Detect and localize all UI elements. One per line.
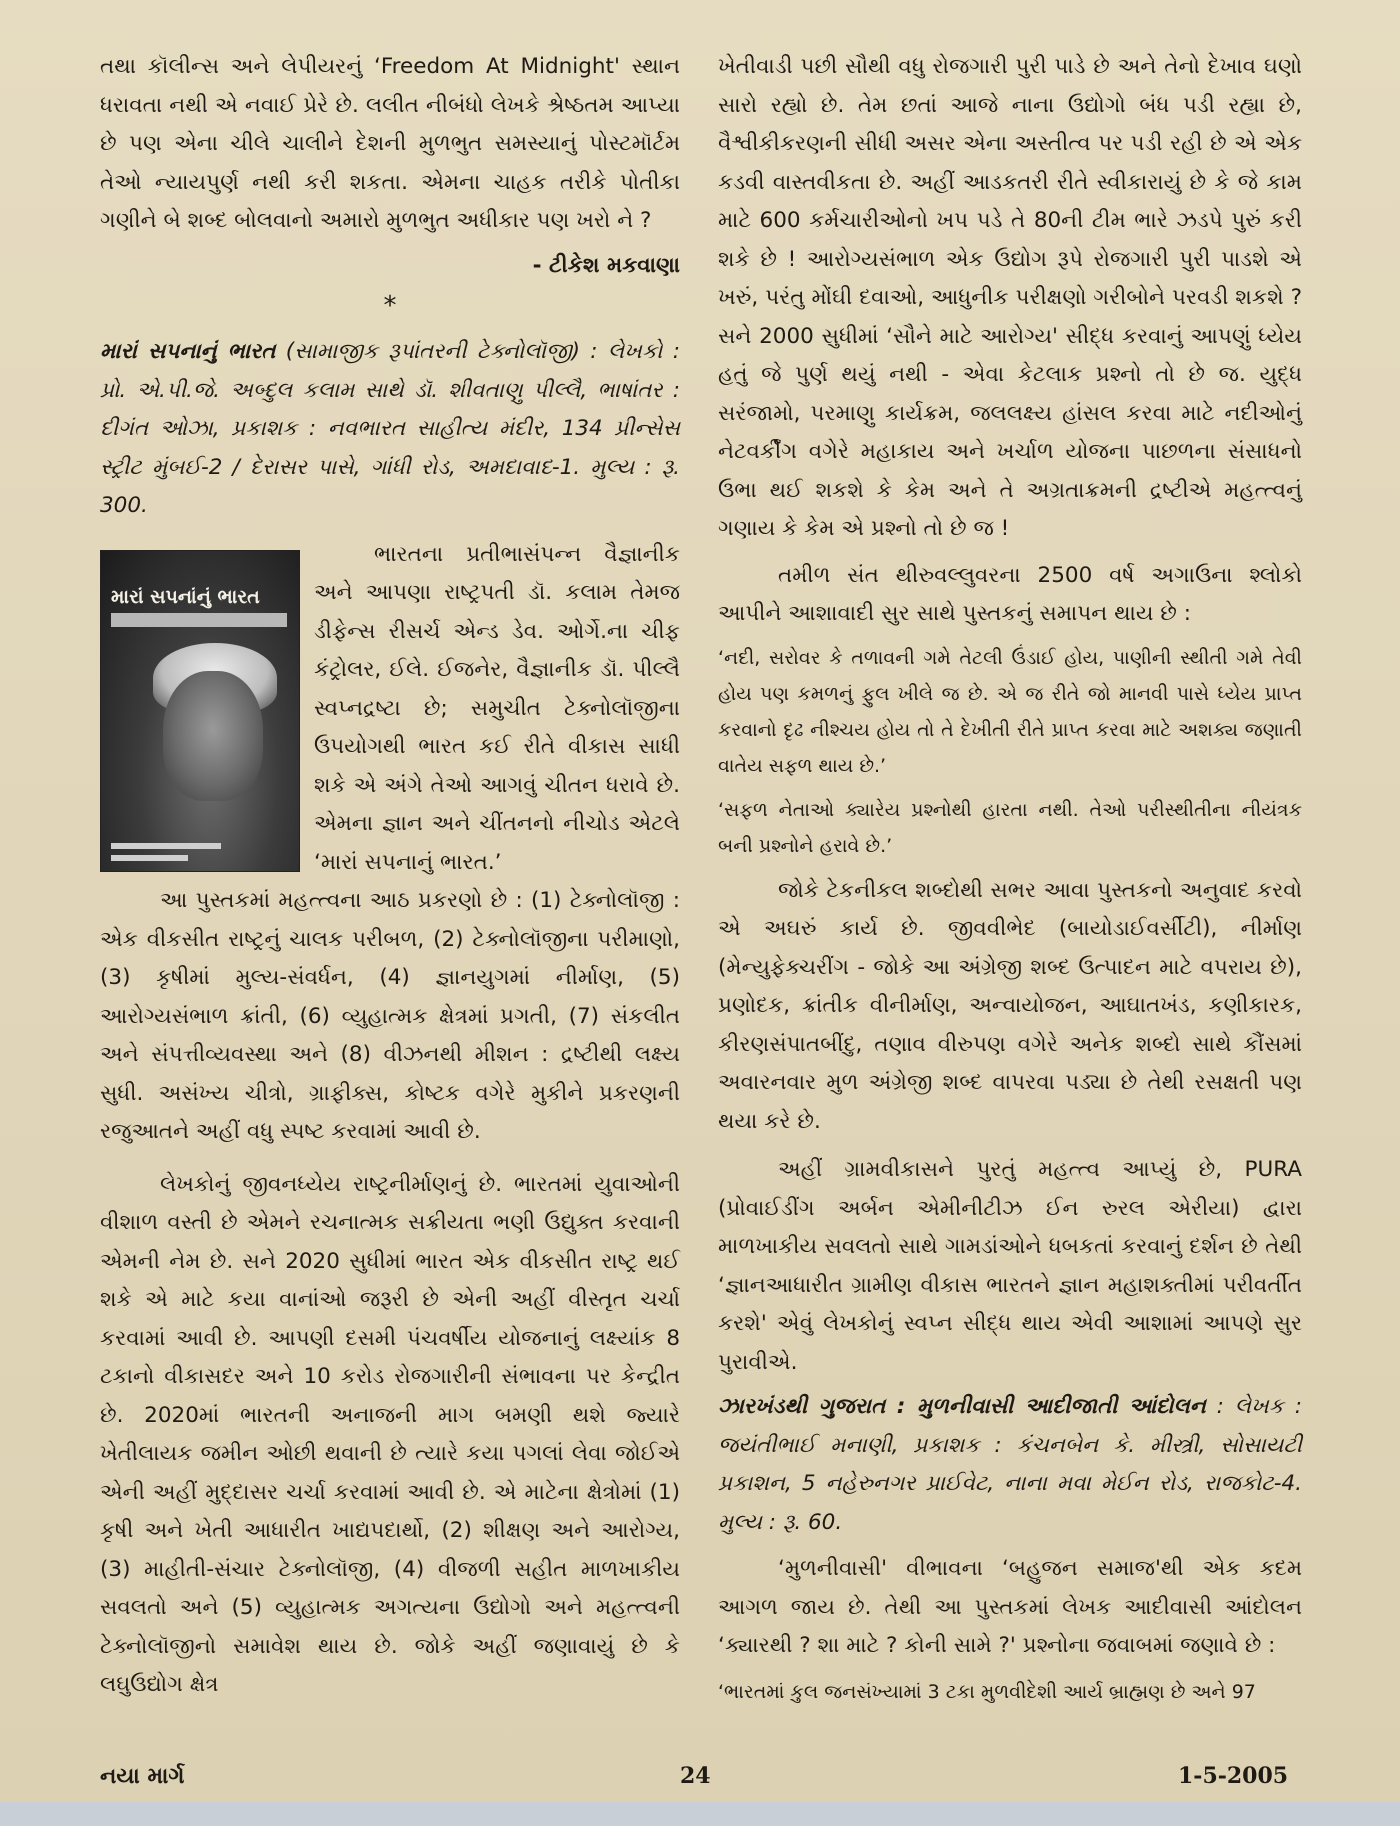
book-reference bbox=[100, 333, 680, 526]
book-details: (સામાજીક રૂપાંતરની ટેક્નોલૉજી) : લેખકો : પ્રો. એ.પી.જે. અબ્દુલ કલામ સાથે ડૉ. શીવતાણુ પીલ્લૈ, ભાષાંતર : દીગંત ઓઝા, પ્રકાશક : નવભારત સાહીત્ય મંદીર, 134 પ્રીન્સેસ સ્ટ્રીટ મુંબઈ-2 / દેરાસર પાસે, ગાંધી રોડ, અમદાવાદ-1. મુલ્ય : રૂ. 300. bbox=[100, 339, 680, 518]
right-column bbox=[718, 48, 1302, 1710]
footer-page-number: 24 bbox=[680, 1763, 711, 1789]
left-column bbox=[100, 48, 680, 1705]
book-cover-authors bbox=[111, 837, 221, 861]
book-block bbox=[100, 536, 680, 883]
industry-paragraph: ખેતીવાડી પછી સૌથી વધુ રોજગારી પુરી પાડે છે અને તેનો દેખાવ ઘણો સારો રહ્યો છે. તેમ છતાં આજે નાના ઉદ્યોગો બંધ પડી રહ્યા છે, વૈશ્વીકીકરણની સીધી અસર એના અસ્તીત્વ પર પડી રહી છે એ એક કડવી વાસ્તવીકતા છે. અહીં આડકતરી રીતે સ્વીકારાયું છે કે જે કામ માટે 600 કર્મચારીઓનો ખપ પડે તે 80ની ટીમ ભારે ઝડપે પુરું કરી શકે છે ! આરોગ્યસંભાળ એક ઉદ્યોગ રૂપે રોજગારી પુરી પાડશે એ ખરું, પરંતુ મોંઘી દવાઓ, આધુનીક પરીક્ષણો ગરીબોને પરવડી શકશે ? સને 2000 સુધીમાં ‘સૌને માટે આરોગ્ય' સીદ્ધ કરવાનું આપણું ધ્યેય હતું જે પુર્ણ થયું નથી - એવા કેટલાક પ્રશ્નો તો છે જ. યુદ્ધ સરંજામો, પરમાણુ કાર્યક્રમ, જલલક્ષ્ય હાંસલ કરવા માટે નદીઓનું નેટવર્કીંગ વગેરે મહાકાય અને ખર્ચાળ યોજના પાછળના સંસાધનો ઉભા થઈ શકશે કે કેમ અને તે અગ્રતાક્રમની દ્રષ્ટીએ મહત્ત્વનું ગણાય કે કેમ એ પ્રશ્નો તો છે જ ! bbox=[718, 54, 1302, 541]
book-cover-image bbox=[100, 550, 300, 872]
scan-bottom-strip bbox=[0, 1802, 1400, 1826]
pura-paragraph: અહીં ગ્રામવીકાસને પુરતું મહત્ત્વ આપ્યું છે, PURA (પ્રોવાઈડીંગ અર્બન એમીનીટીઝ ઈન રુરલ એરીયા) દ્વારા માળખાકીય સવલતો સાથે ગામડાંઓને ધબકતાં કરવાનું દર્શન છે તેથી ‘જ્ઞાનઆધારીત ગ્રામીણ વીકાસ ભારતને જ્ઞાન મહાશક્તીમાં પરીવર્તીત કરશે' એવું લેખકોનું સ્વપ્ન સીદ્ધ થાય એવી આશામાં આપણે સુર પુરાવીએ. bbox=[718, 1157, 1302, 1375]
book-cover-title: મારાં સપનાંનું ભારત bbox=[111, 585, 260, 608]
book2-title: ઝારખંડથી ગુજરાત : મુળનીવાસી આદીજાતી આંદોલન bbox=[718, 1394, 1206, 1419]
translation-paragraph: જોકે ટેકનીકલ શબ્દોથી સભર આવા પુસ્તકનો અનુવાદ કરવો એ અઘરું કાર્ય છે. જીવવીભેદ (બાયોડાઈવર્સીટી), નીર્માણ (મેન્યુફેક્ચરીંગ - જોકે આ અંગ્રેજી શબ્દ ઉત્પાદન માટે વપરાય છે), પ્રણોદક, ક્રાંતીક વીનીર્માણ, અન્વાયોજન, આઘાતખંડ, કણીકારક, કીરણસંપાતબીંદુ, તણાવ વીરુપણ વગેરે અનેક શબ્દો સાથે કૌંસમાં અવારનવાર મુળ અંગ્રેજી શબ્દ વાપરવા પડ્યા છે તેથી રસક્ષતી પણ થયા કરે છે. bbox=[718, 877, 1302, 1134]
book-intro-paragraph: ભારતના પ્રતીભાસંપન્ન વૈજ્ઞાનીક અને આપણા રાષ્ટ્રપતી ડૉ. કલામ તેમજ ડીફેન્સ રીસર્ચ એન્ડ ડેવ. ઓર્ગે.ના ચીફ કંટ્રોલર, ઈલે. ઈજનેર, વૈજ્ઞાનીક ડૉ. પીલ્લૈ સ્વપ્નદ્રષ્ટા છે; સમુચીત ટેક્નોલૉજીના ઉપયોગથી ભારત કઈ રીતે વીકાસ સાધી શકે એ અંગે તેઓ આગવું ચીતન ધરાવે છે. એમના જ્ઞાન અને ચીંતનનો નીચોડ એટલે ‘મારાં સપનાનું ભારત.’ bbox=[314, 541, 680, 875]
section-separator: * bbox=[383, 291, 397, 321]
goal-paragraph: લેખકોનું જીવનધ્યેય રાષ્ટ્રનીર્માણનું છે. ભારતમાં યુવાઓની વીશાળ વસ્તી છે એમને રચનાત્મક સક્રીયતા ભણી ઉદ્યુક્ત કરવાની એમની નેમ છે. સને 2020 સુધીમાં ભારત એક વીકસીત રાષ્ટ્ર થઈ શકે એ માટે કયા વાનાંઓ જરૂરી છે એની અહીં વીસ્તૃત ચર્ચા કરવામાં આવી છે. આપણી દસમી પંચવર્ષીય યોજનાનું લક્ષ્યાંક 8 ટકાનો વીકાસદર અને 10 કરોડ રોજગારીની સંભાવના પર કેન્દ્રીત છે. 2020માં ભારતની અનાજની માગ બમણી થશે જ્યારે ખેતીલાયક જમીન ઓછી થવાની છે ત્યારે કયા પગલાં લેવા જોઈએ એની અહીં મુદ્દાસર ચર્ચા કરવામાં આવી છે. એ માટેના ક્ષેત્રોમાં (1) કૃષી અને ખેતી આધારીત ખાદ્યપદાર્થો, (2) શીક્ષણ અને આરોગ્ય, (3) માહીતી-સંચાર ટેક્નોલૉજી, (4) વીજળી સહીત માળખાકીય સવલતો અને (5) વ્યુહાત્મક અગત્યના ઉદ્યોગો અને મહત્ત્વની ટેક્નોલૉજીનો સમાવેશ થાય છે. જોકે અહીં જણાવાયું છે કે લઘુઉદ્યોગ ક્ષેત્ર bbox=[100, 1171, 680, 1697]
footer-magazine-name: નયા માર્ગ bbox=[100, 1763, 185, 1789]
book-title: મારાં સપનાનું ભારત bbox=[100, 339, 276, 364]
book-cover-portrait bbox=[163, 671, 263, 801]
quote-population: ‘ભારતમાં કુલ જનસંખ્યામાં 3 ટકા મુળવીદેશી આર્ય બ્રાહ્મણ છે અને 97 bbox=[718, 1680, 1256, 1703]
footer-date: 1-5-2005 bbox=[1178, 1763, 1289, 1789]
quote-lotus: ‘નદી, સરોવર કે તળાવની ગમે તેટલી ઉંડાઈ હોય, પાણીની સ્થીતી ગમે તેવી હોય પણ કમળનું ફુલ ખીલે જ છે. એ જ રીતે જો માનવી પાસે ધ્યેય પ્રાપ્ત કરવાનો દૃઢ નીશ્ચય હોય તો તે દેખીતી રીતે પ્રાપ્ત કરવા માટે અશક્ય જણાતી વાતેય સફળ થાય છે.’ bbox=[718, 646, 1302, 777]
chapters-paragraph: આ પુસ્તકમાં મહત્ત્વના આઠ પ્રકરણો છે : (1) ટેક્નોલૉજી : એક વીકસીત રાષ્ટ્રનું ચાલક પરીબળ, (2) ટેક્નોલૉજીના પરીમાણો, (3) કૃષીમાં મુલ્ય-સંવર્ધન, (4) જ્ઞાનયુગમાં નીર્માણ, (5) આરોગ્યસંભાળ ક્રાંતી, (6) વ્યુહાત્મક ક્ષેત્રમાં પ્રગતી, (7) સંકલીત અને સંપત્તીવ્યવસ્થા અને (8) વીઝનથી મીશન : દ્રષ્ટીથી લક્ષ્ય સુધી. અસંખ્ય ચીત્રો, ગ્રાફીક્સ, કોષ્ટક વગેરે મુકીને પ્રકરણની રજુઆતને અહીં વધુ સ્પષ્ટ કરવામાં આવી છે. bbox=[100, 888, 680, 1144]
book-cover-subtitle-bar bbox=[111, 613, 287, 627]
mulnivasi-paragraph: ‘મુળનીવાસી' વીભાવના ‘બહુજન સમાજ'થી એક કદમ આગળ જાય છે. તેથી આ પુસ્તકમાં લેખક આદીવાસી આંદોલન ‘ક્યારથી ? શા માટે ? કોની સામે ?' પ્રશ્નોના જવાબમાં જણાવે છે : bbox=[718, 1556, 1302, 1658]
book2-details: : લેખક : જયંતીભાઈ મનાણી, પ્રકાશક : કંચનબેન કે. મીસ્ત્રી, સોસાયટી પ્રકાશન, 5 નહેરુનગર પ્રાઈવેટ, નાના મવા મેઈન રોડ, રાજકોટ-4. મુલ્ય : રૂ. 60. bbox=[718, 1394, 1302, 1535]
review-signature: - ટીકેશ મકવાણા bbox=[532, 252, 680, 278]
book2-reference bbox=[718, 1388, 1302, 1542]
intro-paragraph: તથા કૉલીન્સ અને લેપીયરનું ‘Freedom At Midnight' સ્થાન ધરાવતા નથી એ નવાઈ પ્રેરે છે. લલીત નીબંધો લેખકે શ્રેષ્ઠતમ આપ્યા છે પણ એના ચીલે ચાલીને દેશની મુળભુત સમસ્યાનું પોસ્ટમૉર્ટમ તેઓ ન્યાયપુર્ણ નથી કરી શકતા. એમના ચાહક તરીકે પોતીકા ગણીને બે શબ્દ બોલવાનો અમારો મુળભુત અધીકાર પણ ખરો ને ? bbox=[100, 54, 680, 233]
quote-leaders: ‘સફળ નેતાઓ ક્યારેય પ્રશ્નોથી હારતા નથી. તેઓ પરીસ્થીતીના નીયંત્રક બની પ્રશ્નોને હરાવે છે.’ bbox=[718, 798, 1302, 857]
tamil-paragraph: તમીળ સંત થીરુવલ્લુવરના 2500 વર્ષ અગાઉના શ્લોકો આપીને આશાવાદી સુર સાથે પુસ્તકનું સમાપન થાય છે : bbox=[718, 562, 1302, 626]
